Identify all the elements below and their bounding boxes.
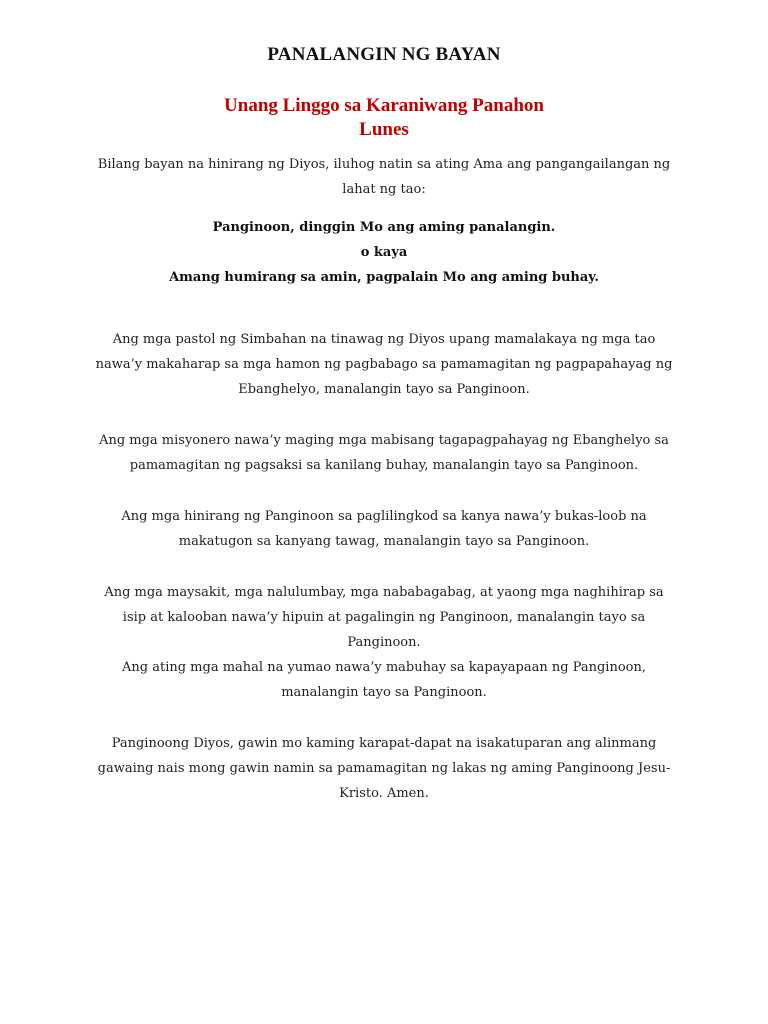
intention-paragraph: Ang mga hinirang ng Panginoon sa paglilingkod sa kanya nawa’y bukas-loob na makatugon sa kanyang tawag, manalangin tayo sa Panginoon. <box>121 509 647 549</box>
intro-paragraph: Bilang bayan na hinirang ng Diyos, iluhog natin sa ating Ama ang pangangailangan ng lahat ng tao: <box>97 157 671 197</box>
intention-paragraph: Ang mga pastol ng Simbahan na tinawag ng Diyos upang mamalakaya ng mga tao nawa’y makaharap sa mga hamon ng pagbabago sa pamamagitan ng pagpapahayag ng Ebanghelyo, manalangin tayo sa Panginoon. <box>95 332 673 397</box>
intention-paragraph: Ang mga maysakit, mga nalulumbay, mga nababagabag, at yaong mga naghihirap sa isip at kalooban nawa’y hipuin at pagalingin ng Panginoon, manalangin tayo sa Panginoon. <box>104 585 664 650</box>
intention-paragraph: Ang ating mga mahal na yumao nawa’y mabuhay sa kapayapaan ng Panginoon, manalangin tayo sa Panginoon. <box>122 660 646 700</box>
intention-paragraph: Ang mga misyonero nawa’y maging mga mabisang tagapagpahayag ng Ebanghelyo sa pamamagitan ng pagsaksi sa kanilang buhay, manalangin tayo sa Panginoon. <box>99 433 669 473</box>
subtitle-occasion: Unang Linggo sa Karaniwang Panahon <box>224 95 544 116</box>
response-or: o kaya <box>360 245 408 260</box>
response-option-1: Panginoon, dinggin Mo ang aming panalangin. <box>212 220 556 235</box>
closing-prayer: Panginoong Diyos, gawin mo kaming karapat-dapat na isakatuparan ang alinmang gawaing nais mong gawin namin sa pamamagitan ng lakas ng aming Panginoong Jesu-Kristo. Amen. <box>97 736 671 801</box>
document-title: PANALANGIN NG BAYAN <box>267 44 501 65</box>
response-option-2: Amang humirang sa amin, pagpalain Mo ang aming buhay. <box>169 270 599 285</box>
subtitle-day: Lunes <box>359 119 409 140</box>
